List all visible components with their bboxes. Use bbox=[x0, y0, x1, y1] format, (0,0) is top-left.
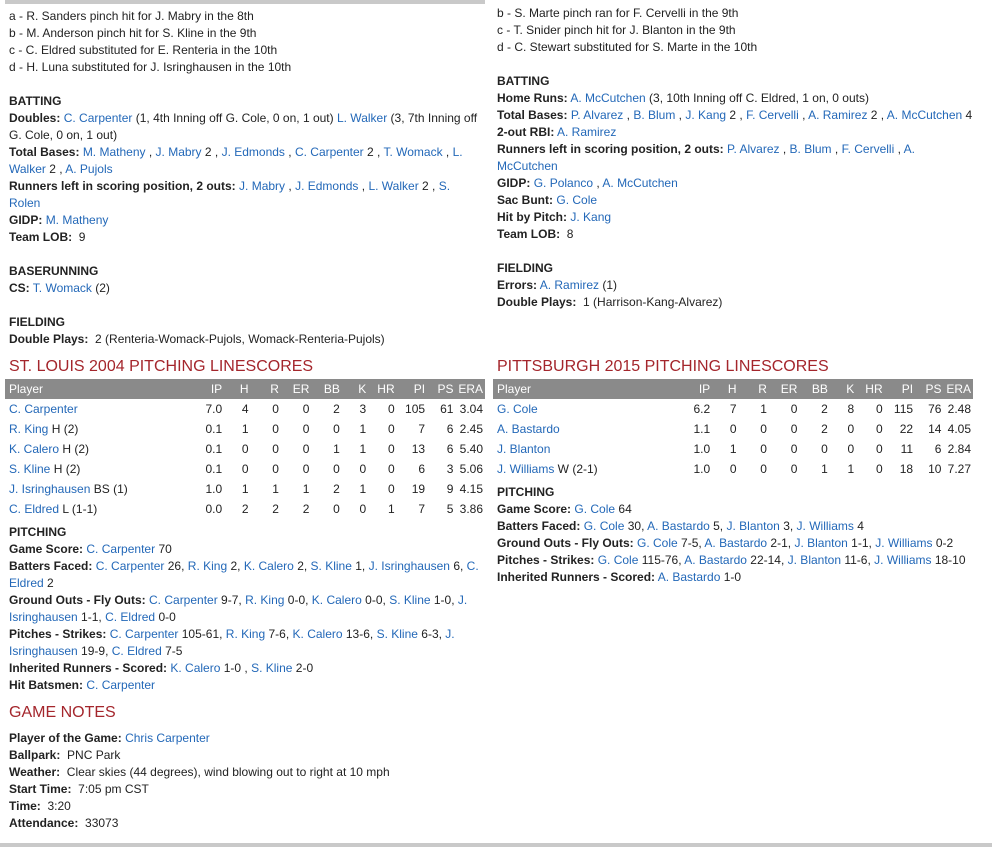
stat-cell: 2 bbox=[241, 502, 249, 516]
col-header: ERA bbox=[453, 379, 485, 399]
player-link[interactable]: A. McCutchen bbox=[497, 142, 915, 173]
double-plays-line: Double Plays: 2 (Renteria-Womack-Pujols, Womack-Renteria-Pujols) bbox=[9, 332, 385, 346]
table-row bbox=[493, 399, 973, 419]
col-header: ER bbox=[279, 379, 309, 399]
stat-cell: 1 bbox=[821, 462, 828, 476]
table-header-row bbox=[5, 379, 485, 399]
player-link[interactable]: J. Blanton bbox=[497, 442, 551, 456]
stat-cell: 0.1 bbox=[205, 442, 223, 456]
sub-note: d - H. Luna substituted for J. Isringhausen in the 10th bbox=[9, 60, 292, 74]
sac-bunt-line: Sac Bunt: G. Cole bbox=[497, 193, 598, 207]
stat-cell: 76 bbox=[928, 402, 942, 416]
inherited-runners-line: Inherited Runners - Scored: K. Calero 1-0 , S. Kline 2-0 bbox=[9, 661, 314, 675]
decision-note: H (2) bbox=[50, 462, 81, 476]
player-link[interactable]: S. Kline bbox=[376, 627, 418, 641]
col-header: HR bbox=[854, 379, 882, 399]
player-link[interactable]: K. Calero bbox=[170, 661, 221, 675]
player-link[interactable]: J. Kang bbox=[570, 210, 612, 224]
player-link[interactable]: M. Matheny bbox=[82, 145, 146, 159]
stat-cell: 1.0 bbox=[693, 442, 711, 456]
stat-cell: 0 bbox=[272, 462, 279, 476]
player-link[interactable]: B. Blum bbox=[789, 142, 832, 156]
stat-cell: 6 bbox=[446, 442, 454, 456]
player-link[interactable]: C. Carpenter bbox=[149, 593, 218, 607]
stat-cell: 0 bbox=[760, 462, 767, 476]
stat-cell: 7 bbox=[729, 402, 737, 416]
stat-cell: 7 bbox=[418, 502, 426, 516]
player-cell bbox=[5, 439, 196, 459]
decision-note: H (2) bbox=[59, 442, 90, 456]
stat-cell: 6 bbox=[934, 442, 942, 456]
fielding-heading: FIELDING bbox=[497, 261, 553, 275]
table-row bbox=[493, 459, 973, 479]
baserunning-heading: BASERUNNING bbox=[9, 264, 99, 278]
player-link[interactable]: C. Eldred bbox=[111, 644, 162, 658]
game-notes-heading: GAME NOTES bbox=[9, 704, 116, 721]
risp-line: Runners left in scoring position, 2 outs: P. Alvarez , B. Blum , F. Cervelli , A. McCutchen bbox=[497, 142, 915, 173]
player-cell bbox=[493, 399, 684, 419]
stat-cell: 7.0 bbox=[205, 402, 223, 416]
player-link[interactable]: A. Ramirez bbox=[808, 108, 868, 122]
stat-cell: 3 bbox=[359, 402, 367, 416]
stat-cell: 1 bbox=[241, 482, 249, 496]
player-link[interactable]: K. Calero bbox=[9, 442, 60, 456]
stat-cell: 11 bbox=[900, 442, 914, 456]
sub-note: c - T. Snider pinch hit for J. Blanton in the 9th bbox=[497, 23, 736, 37]
stat-cell: 3.04 bbox=[459, 402, 483, 416]
total-bases-line: Total Bases: P. Alvarez , B. Blum , J. Kang 2 , F. Cervelli , A. Ramirez 2 , A. McCutchen 4 bbox=[497, 108, 973, 122]
stat-cell: 18 bbox=[899, 462, 914, 476]
total-bases-line: Total Bases: M. Matheny , J. Mabry 2 , J. Edmonds , C. Carpenter 2 , T. Womack , L. Walker 2 , A. Pujols bbox=[9, 145, 463, 176]
player-link[interactable]: C. Carpenter bbox=[86, 678, 156, 692]
batting-heading: BATTING bbox=[497, 74, 550, 88]
stat-cell: 1 bbox=[847, 462, 855, 476]
player-link[interactable]: C. Carpenter bbox=[109, 627, 179, 641]
player-link[interactable]: G. Cole bbox=[574, 502, 616, 516]
stat-cell: 0 bbox=[760, 422, 767, 436]
stat-cell: 2 bbox=[333, 482, 340, 496]
player-link[interactable]: J. Blanton bbox=[787, 553, 842, 567]
time-line: Time: 3:20 bbox=[9, 799, 71, 813]
player-link[interactable]: A. Bastardo bbox=[704, 536, 768, 550]
player-link[interactable]: A. Ramirez bbox=[539, 278, 600, 292]
player-link[interactable]: L. Walker bbox=[9, 145, 463, 176]
doubles-line: Doubles: C. Carpenter (1, 4th Inning off G. Cole, 0 on, 1 out) L. Walker (3, 7th Inning off G. Cole, 0 on, 1 out) bbox=[9, 111, 478, 142]
player-link[interactable]: K. Calero bbox=[311, 593, 362, 607]
stat-cell: 2 bbox=[821, 422, 828, 436]
table-row bbox=[5, 459, 485, 479]
lob-line: Team LOB: 8 bbox=[497, 227, 574, 241]
player-link[interactable]: S. Kline bbox=[310, 559, 352, 573]
player-link[interactable]: G. Cole bbox=[637, 536, 678, 550]
stat-cell: 4 bbox=[241, 402, 249, 416]
stl-pitching-heading: ST. LOUIS 2004 PITCHING LINESCORES bbox=[9, 358, 314, 375]
col-header: K bbox=[340, 379, 366, 399]
player-cell bbox=[493, 459, 684, 479]
pit-column bbox=[497, 5, 973, 311]
stat-cell: 61 bbox=[440, 402, 454, 416]
stat-cell: 5.06 bbox=[459, 462, 483, 476]
stat-cell: 1 bbox=[760, 402, 767, 416]
player-link[interactable]: A. McCutchen bbox=[602, 176, 678, 190]
stat-cell: 1 bbox=[729, 442, 737, 456]
pitches-strikes-line: Pitches - Strikes: C. Carpenter 105-61, R. King 7-6, K. Calero 13-6, S. Kline 6-3, J. Isringhausen 19-9, C. Eldred 7-5 bbox=[9, 627, 455, 658]
stat-cell: 2.84 bbox=[947, 442, 971, 456]
col-header: HR bbox=[366, 379, 394, 399]
player-link[interactable]: R. King bbox=[187, 559, 228, 573]
player-link[interactable]: R. King bbox=[245, 593, 285, 607]
player-link[interactable]: J. Mabry bbox=[239, 179, 286, 193]
errors-line: Errors: A. Ramirez (1) bbox=[497, 278, 618, 292]
stat-cell: 0 bbox=[790, 402, 798, 416]
stat-cell: 1 bbox=[302, 482, 310, 496]
stat-cell: 115 bbox=[893, 402, 914, 416]
stat-cell: 3.86 bbox=[459, 502, 483, 516]
inherited-runners-line: Inherited Runners - Scored: A. Bastardo 1-0 bbox=[497, 570, 742, 584]
col-header: IP bbox=[196, 379, 222, 399]
player-link[interactable]: J. Williams bbox=[875, 536, 933, 550]
sub-note: c - C. Eldred substituted for E. Renteria in the 10th bbox=[9, 43, 278, 57]
bottom-divider bbox=[0, 843, 992, 847]
stat-cell: 1 bbox=[359, 422, 367, 436]
player-link[interactable]: M. Matheny bbox=[45, 213, 109, 227]
player-link[interactable]: P. Alvarez bbox=[570, 108, 624, 122]
col-header: PS bbox=[913, 379, 941, 399]
stat-cell: 0 bbox=[387, 482, 395, 496]
stat-cell: 0 bbox=[359, 462, 367, 476]
stat-cell: 0.1 bbox=[205, 462, 223, 476]
player-cell bbox=[5, 419, 196, 439]
stat-cell: 0 bbox=[241, 442, 249, 456]
col-header: Player bbox=[493, 379, 684, 399]
player-link[interactable]: C. Eldred bbox=[9, 502, 60, 516]
stat-cell: 0 bbox=[875, 422, 883, 436]
player-link[interactable]: J. Kang bbox=[685, 108, 727, 122]
top-divider bbox=[5, 0, 485, 4]
game-score-line: Game Score: G. Cole 64 bbox=[497, 502, 632, 516]
player-cell bbox=[5, 399, 196, 419]
batters-faced-line: Batters Faced: C. Carpenter 26, R. King 2, K. Calero 2, S. Kline 1, J. Isringhausen 6, C. Eldred 2 bbox=[9, 559, 479, 590]
player-link[interactable]: L. Walker bbox=[368, 179, 419, 193]
double-plays-line: Double Plays: 1 (Harrison-Kang-Alvarez) bbox=[497, 295, 723, 309]
stat-cell: 0 bbox=[875, 442, 883, 456]
stat-cell: 0 bbox=[302, 462, 310, 476]
stat-cell: 0 bbox=[790, 462, 798, 476]
stat-cell: 10 bbox=[928, 462, 942, 476]
col-header: H bbox=[710, 379, 736, 399]
sub-note: b - S. Marte pinch ran for F. Cervelli in the 9th bbox=[497, 6, 739, 20]
stat-cell: 2 bbox=[333, 402, 340, 416]
player-link[interactable]: J. Isringhausen bbox=[9, 482, 91, 496]
player-link[interactable]: J. Williams bbox=[497, 462, 555, 476]
player-cell bbox=[5, 459, 196, 479]
player-link[interactable]: C. Carpenter bbox=[294, 145, 364, 159]
player-link[interactable]: G. Polanco bbox=[533, 176, 594, 190]
player-link[interactable]: T. Womack bbox=[32, 281, 92, 295]
stat-cell: 0 bbox=[729, 422, 737, 436]
player-link[interactable]: Chris Carpenter bbox=[125, 731, 210, 745]
col-header: R bbox=[737, 379, 767, 399]
stat-cell: 1.0 bbox=[205, 482, 223, 496]
stat-cell: 19 bbox=[411, 482, 426, 496]
stat-cell: 2 bbox=[302, 502, 310, 516]
ballpark-line: Ballpark: PNC Park bbox=[9, 748, 121, 762]
col-header: BB bbox=[797, 379, 827, 399]
stat-cell: 0 bbox=[272, 422, 279, 436]
pit-pitching-details bbox=[497, 484, 973, 586]
player-link[interactable]: C. Eldred bbox=[105, 610, 156, 624]
fielding-heading: FIELDING bbox=[9, 315, 65, 329]
stl-column bbox=[9, 8, 482, 348]
player-link[interactable]: G. Cole bbox=[597, 553, 639, 567]
col-header: ERA bbox=[941, 379, 973, 399]
sub-note: d - C. Stewart substituted for S. Marte in the 10th bbox=[497, 40, 758, 54]
start-time-line: Start Time: 7:05 pm CST bbox=[9, 782, 149, 796]
stat-cell: 0 bbox=[387, 402, 395, 416]
attendance-line: Attendance: 33073 bbox=[9, 816, 119, 830]
stat-cell: 6.2 bbox=[693, 402, 711, 416]
player-link[interactable]: A. Bastardo bbox=[684, 553, 747, 567]
player-cell bbox=[493, 439, 684, 459]
stat-cell: 0 bbox=[302, 422, 310, 436]
player-cell bbox=[5, 479, 196, 499]
stat-cell: 0 bbox=[847, 422, 855, 436]
table-row bbox=[5, 419, 485, 439]
player-link[interactable]: L. Walker bbox=[336, 111, 388, 125]
stat-cell: 7 bbox=[418, 422, 426, 436]
table-row bbox=[5, 499, 485, 519]
table-row bbox=[5, 399, 485, 419]
stat-cell: 8 bbox=[847, 402, 855, 416]
player-cell bbox=[493, 419, 684, 439]
stat-cell: 1 bbox=[359, 482, 367, 496]
col-header: PI bbox=[883, 379, 913, 399]
player-link[interactable]: J. Isringhausen bbox=[368, 559, 450, 573]
player-link[interactable]: F. Cervelli bbox=[746, 108, 799, 122]
col-header: IP bbox=[684, 379, 710, 399]
player-link[interactable]: F. Cervelli bbox=[841, 142, 895, 156]
col-header: BB bbox=[309, 379, 339, 399]
player-link[interactable]: J. Blanton bbox=[794, 536, 848, 550]
stat-cell: 105 bbox=[405, 402, 426, 416]
decision-note: H (2) bbox=[48, 422, 79, 436]
col-header: Player bbox=[5, 379, 196, 399]
player-link[interactable]: B. Blum bbox=[633, 108, 676, 122]
game-notes bbox=[9, 730, 482, 832]
stat-cell: 22 bbox=[899, 422, 914, 436]
stat-cell: 0 bbox=[333, 462, 340, 476]
stat-cell: 0.0 bbox=[205, 502, 223, 516]
stat-cell: 0 bbox=[790, 422, 798, 436]
stat-cell: 5 bbox=[446, 502, 454, 516]
player-of-game-line: Player of the Game: Chris Carpenter bbox=[9, 731, 210, 745]
stl-pitching-details bbox=[9, 524, 482, 694]
pitching-heading: PITCHING bbox=[497, 485, 555, 499]
col-header: H bbox=[222, 379, 248, 399]
gidp-line: GIDP: G. Polanco , A. McCutchen bbox=[497, 176, 678, 190]
stat-cell: 1 bbox=[272, 482, 279, 496]
table-row bbox=[493, 419, 973, 439]
stat-cell: 0.1 bbox=[205, 422, 223, 436]
player-link[interactable]: A. Pujols bbox=[65, 162, 113, 176]
stat-cell: 0 bbox=[875, 402, 883, 416]
stat-cell: 0 bbox=[333, 422, 340, 436]
ground-fly-line: Ground Outs - Fly Outs: G. Cole 7-5, A. Bastardo 2-1, J. Blanton 1-1, J. Williams 0-2 bbox=[497, 536, 954, 550]
stat-cell: 0 bbox=[729, 462, 737, 476]
stl-pitching-table bbox=[5, 379, 485, 519]
hit-batsmen-line: Hit Batsmen: C. Carpenter bbox=[9, 678, 156, 692]
player-link[interactable]: C. Carpenter bbox=[86, 542, 156, 556]
sub-note: a - R. Sanders pinch hit for J. Mabry in the 8th bbox=[9, 9, 254, 23]
stl-table-body bbox=[5, 399, 485, 519]
pit-pitching-heading: PITTSBURGH 2015 PITCHING LINESCORES bbox=[497, 358, 829, 375]
stat-cell: 4.05 bbox=[947, 422, 971, 436]
player-link[interactable]: J. Mabry bbox=[155, 145, 202, 159]
player-link[interactable]: J. Edmonds bbox=[221, 145, 285, 159]
player-link[interactable]: C. Carpenter bbox=[95, 559, 165, 573]
player-cell bbox=[5, 499, 196, 519]
player-link[interactable]: J. Blanton bbox=[726, 519, 780, 533]
batters-faced-line: Batters Faced: G. Cole 30, A. Bastardo 5, J. Blanton 3, J. Williams 4 bbox=[497, 519, 864, 533]
decision-note: W (2-1) bbox=[554, 462, 598, 476]
stat-cell: 0 bbox=[790, 442, 798, 456]
ground-fly-line: Ground Outs - Fly Outs: C. Carpenter 9-7, R. King 0-0, K. Calero 0-0, S. Kline 1-0, J. Isringhausen 1-1, C. Eldred 0-0 bbox=[9, 593, 468, 624]
player-link[interactable]: A. McCutchen bbox=[570, 91, 646, 105]
player-link[interactable]: C. Eldred bbox=[9, 559, 479, 590]
hit-by-pitch-line: Hit by Pitch: J. Kang bbox=[497, 210, 612, 224]
stat-cell: 1 bbox=[387, 502, 395, 516]
pit-pitching-table bbox=[493, 379, 973, 479]
stat-cell: 6 bbox=[418, 462, 426, 476]
stat-cell: 2 bbox=[272, 502, 279, 516]
stat-cell: 0 bbox=[302, 402, 310, 416]
stat-cell: 1 bbox=[333, 442, 340, 456]
table-row bbox=[5, 479, 485, 499]
stat-cell: 0 bbox=[387, 462, 395, 476]
pitches-strikes-line: Pitches - Strikes: G. Cole 115-76, A. Bastardo 22-14, J. Blanton 11-6, J. Williams 18-10 bbox=[497, 553, 966, 567]
player-link[interactable]: J. Williams bbox=[874, 553, 932, 567]
stat-cell: 0 bbox=[359, 502, 367, 516]
weather-line: Weather: Clear skies (44 degrees), wind blowing out to right at 10 mph bbox=[9, 765, 390, 779]
player-link[interactable]: A. Bastardo bbox=[657, 570, 721, 584]
col-header: PS bbox=[425, 379, 453, 399]
table-header-row bbox=[493, 379, 973, 399]
stat-cell: 0 bbox=[387, 442, 395, 456]
stat-cell: 14 bbox=[928, 422, 942, 436]
table-row bbox=[493, 439, 973, 459]
player-link[interactable]: J. Edmonds bbox=[295, 179, 359, 193]
stat-cell: 0 bbox=[847, 442, 855, 456]
stat-cell: 3 bbox=[446, 462, 454, 476]
stat-cell: 1 bbox=[241, 422, 249, 436]
decision-note: BS (1) bbox=[90, 482, 128, 496]
player-link[interactable]: A. Bastardo bbox=[647, 519, 710, 533]
stat-cell: 0 bbox=[333, 502, 340, 516]
stat-cell: 0 bbox=[272, 442, 279, 456]
player-link[interactable]: R. King bbox=[225, 627, 266, 641]
stat-cell: 0 bbox=[875, 462, 883, 476]
stat-cell: 9 bbox=[446, 482, 454, 496]
player-link[interactable]: S. Kline bbox=[251, 661, 293, 675]
stat-cell: 0 bbox=[241, 462, 249, 476]
player-link[interactable]: J. Isringhausen bbox=[9, 627, 455, 658]
decision-note: L (1-1) bbox=[59, 502, 98, 516]
col-header: ER bbox=[767, 379, 797, 399]
stat-cell: 1 bbox=[359, 442, 367, 456]
batting-heading: BATTING bbox=[9, 94, 62, 108]
home-runs-line: Home Runs: A. McCutchen (3, 10th Inning off C. Eldred, 1 on, 0 outs) bbox=[497, 91, 869, 105]
gidp-line: GIDP: M. Matheny bbox=[9, 213, 109, 227]
player-link[interactable]: K. Calero bbox=[243, 559, 294, 573]
player-link[interactable]: S. Rolen bbox=[9, 179, 451, 210]
sub-note: b - M. Anderson pinch hit for S. Kline in the 9th bbox=[9, 26, 257, 40]
stat-cell: 0 bbox=[821, 442, 828, 456]
player-link[interactable]: C. Carpenter bbox=[63, 111, 133, 125]
stat-cell: 5.40 bbox=[459, 442, 483, 456]
stat-cell: 2 bbox=[821, 402, 828, 416]
player-link[interactable]: G. Cole bbox=[556, 193, 598, 207]
player-link[interactable]: S. Kline bbox=[389, 593, 431, 607]
game-score-line: Game Score: C. Carpenter 70 bbox=[9, 542, 172, 556]
stat-cell: 13 bbox=[411, 442, 426, 456]
stat-cell: 2.45 bbox=[459, 422, 483, 436]
player-link[interactable]: J. Williams bbox=[796, 519, 854, 533]
player-link[interactable]: T. Womack bbox=[383, 145, 443, 159]
player-link[interactable]: G. Cole bbox=[497, 402, 538, 416]
stat-cell: 1.0 bbox=[693, 462, 711, 476]
player-link[interactable]: A. Ramirez bbox=[557, 125, 617, 139]
player-link[interactable]: S. Kline bbox=[9, 462, 51, 476]
stat-cell: 0 bbox=[387, 422, 395, 436]
stat-cell: 0 bbox=[302, 442, 310, 456]
col-header: PI bbox=[395, 379, 425, 399]
stat-cell: 0 bbox=[272, 402, 279, 416]
player-link[interactable]: A. Bastardo bbox=[497, 422, 560, 436]
player-link[interactable]: P. Alvarez bbox=[727, 142, 780, 156]
table-row bbox=[5, 439, 485, 459]
stat-cell: 1.1 bbox=[693, 422, 711, 436]
stat-cell: 7.27 bbox=[947, 462, 971, 476]
player-link[interactable]: C. Carpenter bbox=[9, 402, 78, 416]
risp-line: Runners left in scoring position, 2 outs: J. Mabry , J. Edmonds , L. Walker 2 , S. Rolen bbox=[9, 179, 451, 210]
col-header: K bbox=[828, 379, 854, 399]
player-link[interactable]: K. Calero bbox=[292, 627, 343, 641]
stat-cell: 4.15 bbox=[459, 482, 483, 496]
stat-cell: 2.48 bbox=[947, 402, 971, 416]
two-out-rbi-line: 2-out RBI: A. Ramirez bbox=[497, 125, 617, 139]
stat-cell: 0 bbox=[760, 442, 767, 456]
col-header: R bbox=[249, 379, 279, 399]
player-link[interactable]: J. Isringhausen bbox=[9, 593, 468, 624]
stat-cell: 6 bbox=[446, 422, 454, 436]
pitching-heading: PITCHING bbox=[9, 525, 67, 539]
player-link[interactable]: R. King bbox=[9, 422, 49, 436]
pit-table-body bbox=[493, 399, 973, 479]
player-link[interactable]: A. McCutchen bbox=[886, 108, 963, 122]
lob-line: Team LOB: 9 bbox=[9, 230, 86, 244]
cs-line: CS: T. Womack (2) bbox=[9, 281, 110, 295]
player-link[interactable]: G. Cole bbox=[583, 519, 625, 533]
